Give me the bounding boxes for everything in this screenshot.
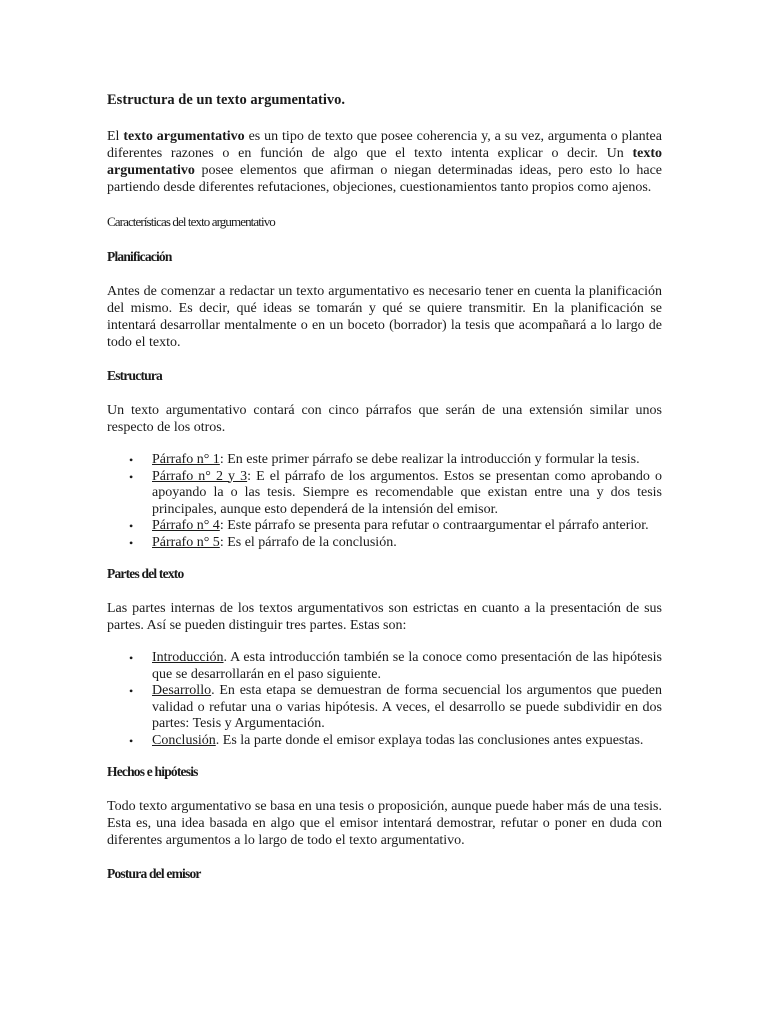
list-item-text: : En este primer párrafo se debe realizar la introducción y formular la tesis.: [219, 452, 640, 467]
intro-bold-1: texto argumentativo: [123, 129, 245, 144]
intro-text-3: posee elementos que afirman o niegan determinadas ideas, pero esto lo hace partiendo desde diferentes refutaciones, objeciones, cuestionamientos tanto propios como ajenos.: [107, 163, 662, 195]
intro-text-1: El: [107, 129, 124, 144]
hechos-paragraph: Todo texto argumentativo se basa en una tesis o proposición, aunque puede haber más de una tesis. Esta es, una idea basada en algo que el emisor intentará demostrar, refutar o poner en duda con diferentes argumentos a lo largo de todo el texto argumentativo.: [107, 799, 662, 848]
list-item-text: . Es la parte donde el emisor explaya todas las conclusiones antes expuestas.: [215, 732, 644, 748]
list-item-text: . A esta introducción también se la conoce como presentación de las hipótesis que se desarrollarán en el paso siguiente.: [152, 650, 662, 682]
list-item-label: Párrafo n° 1: [152, 452, 220, 467]
list-item: [107, 452, 662, 469]
list-item-label: Introducción: [152, 650, 224, 665]
bullet-icon: •: [129, 535, 134, 550]
heading-estructura: Estructura: [107, 368, 162, 383]
partes-paragraph: Las partes internas de los textos argumentativos son estrictas en cuanto a la presentación de sus partes. Así se pueden distinguir tres partes. Estas son:: [107, 601, 662, 633]
partes-list: [107, 650, 662, 749]
list-item: [107, 469, 662, 519]
intro-bold-2: texto argumentativo: [107, 146, 662, 178]
list-item: [107, 683, 662, 733]
estructura-list: [107, 452, 662, 551]
bullet-icon: •: [129, 469, 134, 484]
list-item: [107, 518, 662, 535]
section-subtitle: Características del texto argumentativo: [107, 214, 275, 229]
list-item-text: . En esta etapa se demuestran de forma secuencial los argumentos que pueden validad o refutar una o varias hipótesis. A veces, el desarrollo se puede subdividir en dos partes: Tesis y Argumentación.: [152, 683, 662, 731]
bullet-icon: •: [129, 519, 134, 533]
estructura-paragraph: Un texto argumentativo contará con cinco párrafos que serán de una extensión similar unos respecto de los otros.: [107, 403, 662, 435]
list-item: [107, 733, 662, 750]
list-item-label: Conclusión: [152, 732, 216, 748]
list-item-label: Desarrollo: [152, 683, 212, 698]
heading-postura: Postura del emisor: [107, 866, 201, 881]
intro-paragraph: [107, 128, 662, 196]
planificacion-paragraph: Antes de comenzar a redactar un texto argumentativo es necesario tener en cuenta la planificación del mismo. Es decir, qué ideas se tomarán y qué se quiere transmitir. En la planificación se intentará desarrollar mentalmente o en un boceto (borrador) la tesis que acompañará a lo largo de todo el texto.: [107, 284, 662, 350]
list-item: [107, 650, 662, 683]
bullet-icon: •: [129, 733, 134, 748]
list-item-text: : Es el párrafo de la conclusión.: [219, 534, 397, 550]
bullet-icon: •: [129, 684, 134, 698]
heading-hechos: Hechos e hipótesis: [107, 764, 198, 779]
list-item-label: Párrafo n° 2 y 3: [152, 468, 248, 484]
list-item-text: : Este párrafo se presenta para refutar o contraargumentar el párrafo anterior.: [219, 518, 649, 533]
list-item-label: Párrafo n° 5: [152, 534, 220, 550]
intro-text-2: es un tipo de texto que posee coherencia y, a su vez, argumenta o plantea diferentes razones o en función de algo que el texto intenta explicar o decir. Un: [107, 129, 662, 161]
bullet-icon: •: [129, 453, 134, 467]
document-title: Estructura de un texto argumentativo.: [107, 92, 346, 108]
list-item: [107, 535, 662, 552]
list-item-text: : E el párrafo de los argumentos. Estos se presentan como aprobando o apoyando la o las tesis. Siempre es recomendable que existan entre una y dos tesis principales, aunque esto dependerá de la intensión del emisor.: [152, 468, 662, 517]
list-item-label: Párrafo n° 4: [152, 518, 220, 533]
bullet-icon: •: [129, 651, 134, 665]
heading-planificacion: Planificación: [107, 249, 172, 264]
heading-partes: Partes del texto: [107, 566, 184, 581]
